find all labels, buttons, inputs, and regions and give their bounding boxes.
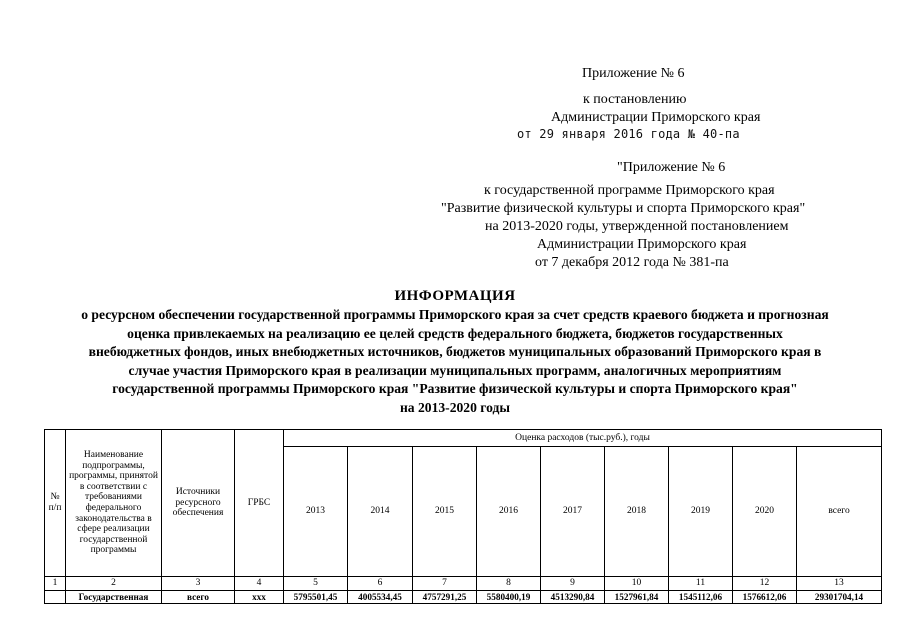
column-number: 5: [284, 577, 348, 591]
column-number: 9: [541, 577, 605, 591]
column-number: 12: [733, 577, 797, 591]
subtitle-line: случае участия Приморского края в реализации муниципальных программ, аналогичных мероприятиям: [128, 362, 782, 378]
appendix-line: к постановлению: [583, 92, 687, 107]
subtitle-line: о ресурсном обеспечении государственной программы Приморского края за счет средств краевого бюджета и прогнозная: [81, 307, 829, 322]
row-grbs: ххх: [235, 591, 284, 604]
row-value-2020: 1576612,06: [733, 591, 797, 604]
header-year: 2016: [477, 447, 541, 577]
program-appendix-line: Администрации Приморского края: [537, 237, 747, 252]
row-value-2018: 1527961,84: [605, 591, 669, 604]
header-year: 2018: [605, 447, 669, 577]
header-estimate: Оценка расходов (тыс.руб.), годы: [284, 430, 882, 447]
header-source: Источники ресурсного обеспечения: [162, 430, 235, 577]
column-number: 10: [605, 577, 669, 591]
row-value-2019: 1545112,06: [669, 591, 733, 604]
document-subtitle: [20, 306, 890, 417]
row-value-2015: 4757291,25: [413, 591, 477, 604]
row-source: всего: [162, 591, 235, 604]
header-year: 2017: [541, 447, 605, 577]
program-appendix-line: от 7 декабря 2012 года № 381-па: [535, 255, 729, 270]
row-value-2013: 5795501,45: [284, 591, 348, 604]
subtitle-line: государственной программы Приморского края "Развитие физической культуры и спорта Приморского края": [112, 381, 798, 396]
column-number: 11: [669, 577, 733, 591]
subtitle-line: оценка привлекаемых на реализацию ее целей средств федерального бюджета, бюджетов государственных: [127, 325, 783, 341]
header-year: 2015: [413, 447, 477, 577]
document-title: ИНФОРМАЦИЯ: [394, 288, 516, 304]
row-no: [45, 591, 66, 604]
subtitle-line: на 2013-2020 годы: [399, 399, 511, 415]
table-row: [45, 591, 882, 604]
resource-table: [44, 429, 882, 604]
header-year: 2013: [284, 447, 348, 577]
subtitle-line: внебюджетных фондов, иных внебюджетных источников, бюджетов муниципальных образований Приморского края в: [88, 344, 822, 359]
row-value-2016: 5580400,19: [477, 591, 541, 604]
row-value-2014: 4005534,45: [348, 591, 413, 604]
program-appendix-line: к государственной программе Приморского края: [484, 183, 775, 198]
program-appendix-line: на 2013-2020 годы, утвержденной постановлением: [485, 219, 789, 234]
header-total: всего: [797, 447, 882, 577]
column-number: 6: [348, 577, 413, 591]
header-name: Наименование подпрограммы, программы, принятой в соответствии с требованиями федерального законодательства в сфере реализации государственной программы: [66, 430, 162, 577]
column-number: 13: [797, 577, 882, 591]
header-year: 2014: [348, 447, 413, 577]
appendix-date-line: от 29 января 2016 года № 40-па: [517, 127, 740, 141]
header-no: № п/п: [45, 430, 66, 577]
row-value-2017: 4513290,84: [541, 591, 605, 604]
appendix-title: Приложение № 6: [582, 66, 685, 81]
program-appendix-title: "Приложение № 6: [617, 160, 726, 175]
row-value-total: 29301704,14: [797, 591, 882, 604]
column-number: 8: [477, 577, 541, 591]
column-number: 1: [45, 577, 66, 591]
header-year: 2019: [669, 447, 733, 577]
header-grbs: ГРБС: [235, 430, 284, 577]
column-number: 4: [235, 577, 284, 591]
column-number-row: [45, 577, 882, 591]
column-number: 2: [66, 577, 162, 591]
column-number: 3: [162, 577, 235, 591]
program-appendix-line: "Развитие физической культуры и спорта Приморского края": [441, 201, 806, 216]
appendix-line: Администрации Приморского края: [551, 110, 761, 125]
row-name: Государственная: [66, 591, 162, 604]
column-number: 7: [413, 577, 477, 591]
header-year: 2020: [733, 447, 797, 577]
